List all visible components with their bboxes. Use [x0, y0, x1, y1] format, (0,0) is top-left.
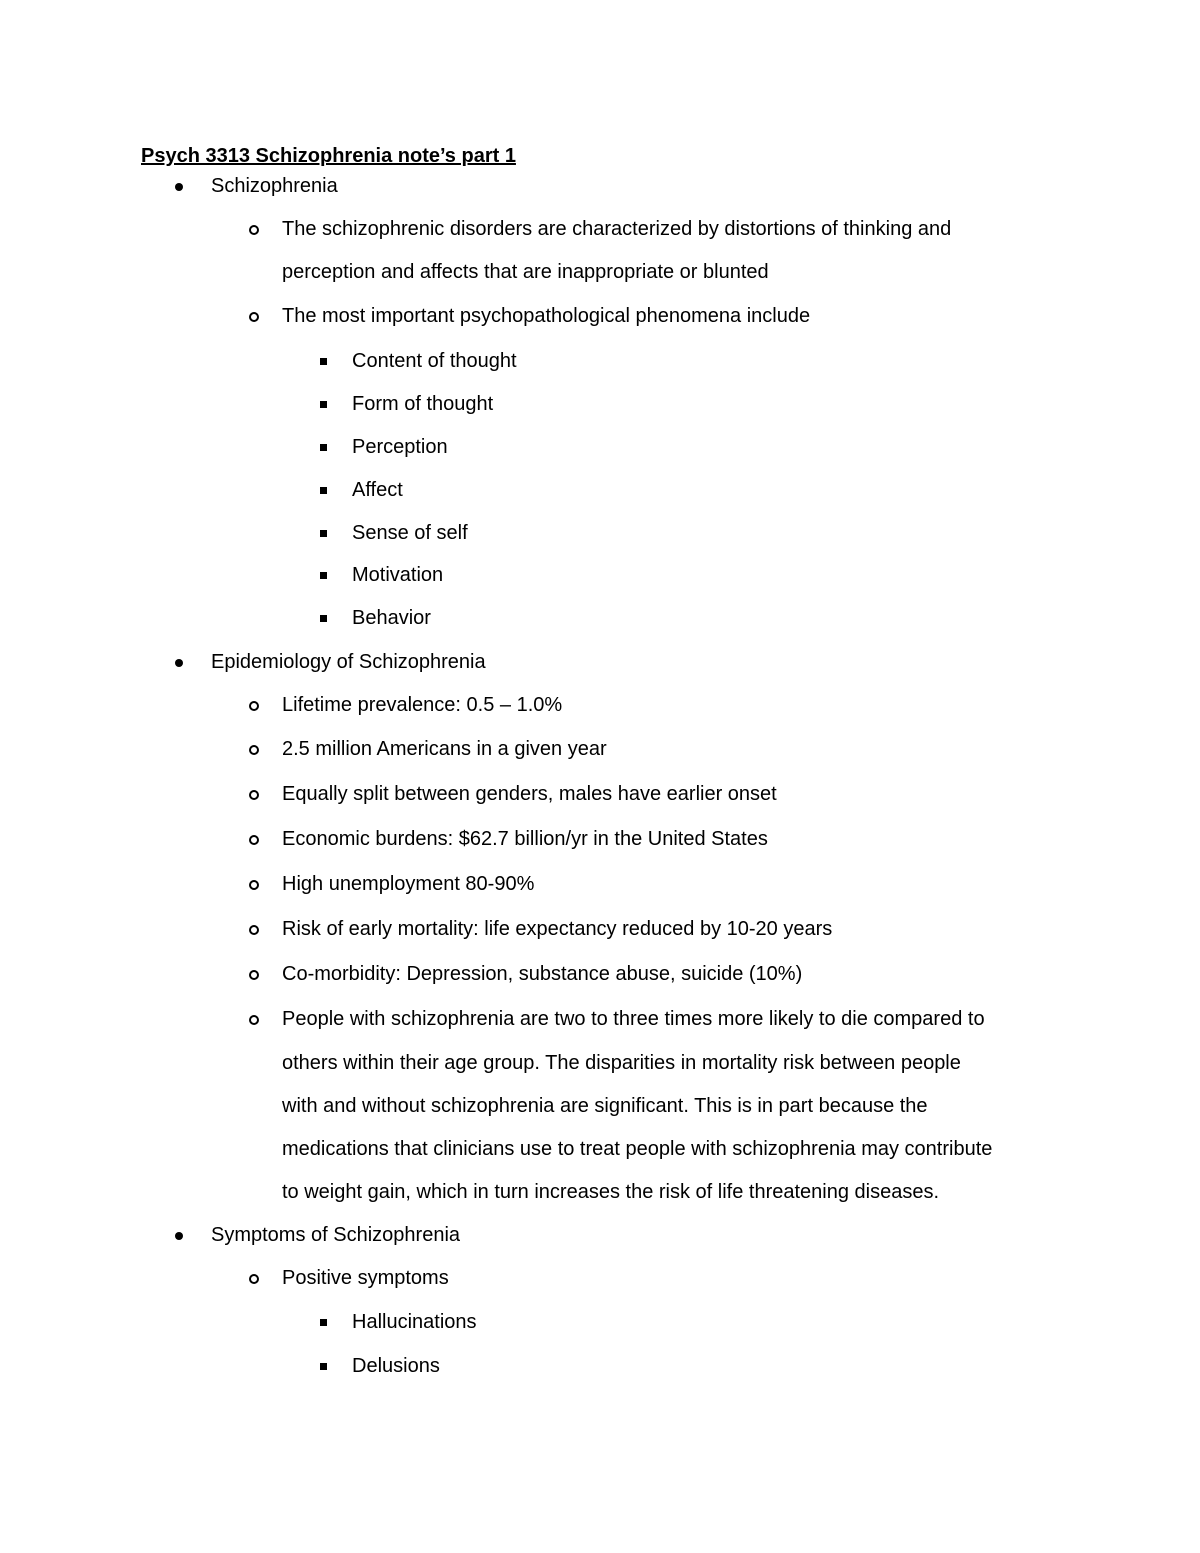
sub-list-item: Affect — [352, 479, 403, 501]
list-item-text: others within their age group. The disparities in mortality risk between people — [282, 1052, 961, 1074]
bullet-circle-icon — [234, 214, 274, 244]
sub-list-item: Motivation — [352, 564, 444, 586]
sub-list-item: Sense of self — [352, 522, 468, 544]
list-item-text: 2.5 million Americans in a given year — [282, 738, 607, 760]
bullet-dot-icon — [159, 171, 199, 201]
list-item-text: The schizophrenic disorders are characterized by distortions of thinking and — [282, 218, 952, 240]
bullet-circle-icon — [234, 734, 274, 764]
bullet-circle-icon — [234, 301, 274, 331]
list-item-text: Economic burdens: $62.7 billion/yr in the United States — [282, 828, 768, 850]
list-item-text: The most important psychopathological phenomena include — [282, 305, 811, 327]
bullet-circle-icon — [234, 779, 274, 809]
sub-list-item: Form of thought — [352, 393, 494, 415]
list-item-text: with and without schizophrenia are significant. This is in part because the — [282, 1095, 928, 1117]
sub-list-item: Delusions — [352, 1355, 440, 1377]
list-item-text: People with schizophrenia are two to three times more likely to die compared to — [282, 1008, 985, 1030]
bullet-square-icon — [303, 346, 343, 376]
list-item-text: High unemployment 80-90% — [282, 873, 535, 895]
bullet-square-icon — [303, 603, 343, 633]
sub-list-item: Content of thought — [352, 350, 517, 372]
sub-list-item: Hallucinations — [352, 1311, 477, 1333]
bullet-dot-icon — [159, 1220, 199, 1250]
sub-list-item: Perception — [352, 436, 448, 458]
bullet-circle-icon — [234, 1004, 274, 1034]
bullet-circle-icon — [234, 824, 274, 854]
bullet-square-icon — [303, 1351, 343, 1381]
list-item-text: medications that clinicians use to treat people with schizophrenia may contribute — [282, 1138, 993, 1160]
bullet-circle-icon — [234, 959, 274, 989]
bullet-dot-icon — [159, 647, 199, 677]
bullet-square-icon — [303, 432, 343, 462]
bullet-square-icon — [303, 475, 343, 505]
bullet-square-icon — [303, 560, 343, 590]
section-heading: Schizophrenia — [211, 175, 338, 197]
bullet-circle-icon — [234, 914, 274, 944]
sub-list-item: Behavior — [352, 607, 431, 629]
bullet-circle-icon — [234, 869, 274, 899]
bullet-circle-icon — [234, 690, 274, 720]
bullet-square-icon — [303, 389, 343, 419]
document-title: Psych 3313 Schizophrenia note’s part 1 — [141, 145, 516, 167]
list-item-text: perception and affects that are inappropriate or blunted — [282, 261, 769, 283]
bullet-square-icon — [303, 518, 343, 548]
list-item-text: Equally split between genders, males have earlier onset — [282, 783, 777, 805]
section-heading: Symptoms of Schizophrenia — [211, 1224, 461, 1246]
bullet-circle-icon — [234, 1263, 274, 1293]
list-item-text: Co-morbidity: Depression, substance abuse, suicide (10%) — [282, 963, 803, 985]
list-item-text: Risk of early mortality: life expectancy reduced by 10-20 years — [282, 918, 833, 940]
list-item-text: Lifetime prevalence: 0.5 – 1.0% — [282, 694, 563, 716]
list-item-text: Positive symptoms — [282, 1267, 449, 1289]
list-item-text: to weight gain, which in turn increases the risk of life threatening diseases. — [282, 1181, 940, 1203]
bullet-square-icon — [303, 1307, 343, 1337]
section-heading: Epidemiology of Schizophrenia — [211, 651, 486, 673]
